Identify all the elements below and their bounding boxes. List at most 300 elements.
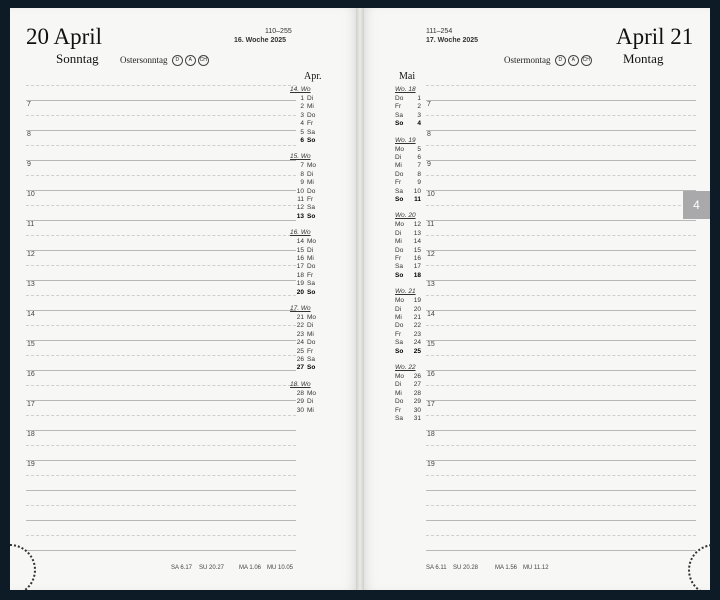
calendar-day-part: Mi — [395, 238, 402, 246]
calendar-day-part: Mo — [307, 389, 317, 397]
calendar-day-part: Do — [395, 398, 404, 406]
calendar-day[interactable] — [290, 407, 314, 414]
half-hour-line — [26, 385, 296, 386]
right-week-label: 17. Woche 2025 — [426, 37, 479, 44]
hour-line — [426, 550, 696, 551]
left-moonset: MU 10.05 — [267, 565, 294, 571]
hour-label: 13 — [427, 281, 435, 288]
hour-line — [426, 340, 696, 341]
calendar-day-part: 13 — [296, 212, 304, 220]
calendar-day-part: Di — [307, 398, 314, 406]
hour-line — [426, 280, 696, 281]
calendar-day-part: 22 — [296, 322, 304, 330]
calendar-day-part: Do — [395, 170, 404, 178]
calendar-day-part: So — [395, 120, 404, 128]
hour-line — [26, 520, 296, 521]
calendar-day-part: 19 — [296, 280, 304, 288]
hour-line — [26, 130, 296, 131]
right-holiday — [504, 55, 592, 66]
half-hour-line — [426, 355, 696, 356]
half-hour-line — [426, 115, 696, 116]
hour-line — [426, 100, 696, 101]
calendar-day[interactable] — [395, 162, 424, 169]
hour-line — [26, 100, 296, 101]
calendar-week-label: 18. Wo — [290, 380, 311, 388]
half-hour-line — [26, 265, 296, 266]
calendar-day-part: Di — [307, 246, 314, 254]
half-hour-line — [26, 505, 296, 506]
right-moonset: MU 11.12 — [523, 565, 549, 571]
calendar-day[interactable] — [395, 407, 424, 414]
hour-line — [426, 370, 696, 371]
calendar-day[interactable] — [395, 146, 424, 153]
calendar-day[interactable] — [290, 204, 315, 211]
calendar-day[interactable] — [395, 390, 424, 397]
calendar-day-part: 22 — [413, 322, 421, 330]
calendar-day-part: Fr — [395, 330, 402, 338]
calendar-day[interactable] — [395, 348, 424, 355]
calendar-day[interactable] — [290, 356, 315, 363]
right-page — [361, 8, 710, 590]
calendar-day-part: Fr — [395, 103, 402, 111]
calendar-week-label: 15. Wo — [290, 153, 311, 161]
calendar-day[interactable] — [290, 398, 313, 405]
calendar-day[interactable] — [290, 162, 316, 169]
calendar-day-part: 6 — [417, 154, 421, 161]
calendar-day-part: Mi — [307, 330, 314, 338]
left-moonrise: MA 1.06 — [239, 565, 262, 571]
calendar-day-part: So — [307, 288, 316, 296]
hour-label: 14 — [27, 311, 35, 318]
hour-line — [26, 280, 296, 281]
calendar-day[interactable] — [290, 339, 315, 346]
hour-line — [26, 400, 296, 401]
hour-label: 12 — [427, 251, 435, 258]
mai-title: Mai — [399, 71, 416, 82]
half-hour-line — [26, 205, 296, 206]
calendar-day-part: 6 — [300, 137, 304, 144]
calendar-week-label: 16. Wo — [290, 229, 311, 237]
calendar-day-part: 11 — [414, 196, 421, 203]
calendar-day-part: So — [395, 347, 404, 355]
hour-line — [426, 310, 696, 311]
calendar-day-part: 24 — [296, 339, 304, 347]
calendar-day[interactable] — [290, 255, 314, 262]
calendar-day-part: 5 — [300, 128, 304, 136]
calendar-day-part: Fr — [307, 271, 314, 279]
calendar-day-part: Mi — [307, 179, 314, 187]
calendar-day-part: Fr — [307, 196, 314, 203]
hour-label: 15 — [27, 341, 35, 348]
calendar-day-part: 28 — [296, 389, 304, 397]
calendar-day-part: 26 — [413, 373, 421, 380]
calendar-day[interactable] — [395, 263, 424, 270]
hour-label: 7 — [27, 101, 31, 108]
calendar-day-part: 27 — [413, 381, 421, 389]
right-sunset: SU 20.28 — [453, 565, 479, 571]
calendar-day[interactable] — [395, 247, 424, 254]
calendar-week-label: Wo. 21 — [395, 288, 416, 296]
hour-label: 9 — [427, 161, 431, 168]
calendar-day-part: 17 — [296, 263, 304, 271]
calendar-day-part: 3 — [417, 111, 421, 119]
calendar-day[interactable] — [290, 95, 313, 102]
calendar-day[interactable] — [395, 381, 424, 388]
calendar-day-part: Sa — [395, 187, 403, 195]
right-sunrise: SA 6.11 — [426, 565, 447, 571]
half-hour-line — [426, 235, 696, 236]
hour-line — [26, 310, 296, 311]
calendar-day-part: Do — [307, 111, 316, 119]
calendar-day[interactable] — [395, 230, 424, 237]
calendar-day-part: 21 — [296, 314, 304, 321]
calendar-day-part: Di — [307, 170, 314, 178]
calendar-day-part: Di — [395, 154, 402, 161]
calendar-day-part: 18 — [413, 271, 421, 279]
right-holiday-name: Ostermontag — [504, 55, 551, 65]
calendar-day-part: Do — [307, 339, 316, 347]
left-daycount: 110–255 — [265, 28, 292, 35]
calendar-day[interactable] — [395, 339, 424, 346]
left-date: 20 April — [26, 24, 103, 49]
calendar-day[interactable] — [290, 120, 313, 127]
calendar-day-part: Sa — [307, 356, 315, 363]
calendar-day-part: 16 — [413, 255, 421, 262]
calendar-day[interactable] — [395, 272, 424, 279]
right-moonrise: MA 1.56 — [495, 565, 518, 571]
hour-line — [26, 250, 296, 251]
half-hour-line — [26, 415, 296, 416]
hour-line — [426, 130, 696, 131]
calendar-day-part: 13 — [413, 229, 421, 237]
calendar-day-part: 30 — [296, 406, 304, 414]
calendar-day-part: 5 — [417, 145, 421, 153]
half-hour-line — [26, 115, 296, 116]
calendar-day-part: Mo — [307, 162, 317, 170]
calendar-day[interactable] — [290, 289, 315, 296]
calendar-day-part: 16 — [296, 255, 304, 262]
hour-line — [26, 430, 296, 431]
calendar-day[interactable] — [290, 103, 314, 110]
calendar-day-part: 19 — [413, 297, 421, 305]
hour-label: 17 — [27, 401, 35, 408]
holiday-mark-ch: CH — [581, 55, 592, 66]
calendar-day[interactable] — [395, 415, 424, 422]
half-hour-line — [26, 445, 296, 446]
calendar-day-part: 20 — [296, 288, 304, 296]
calendar-day[interactable] — [290, 314, 316, 321]
hour-label: 19 — [27, 461, 35, 468]
half-hour-line — [26, 295, 296, 296]
hour-label: 10 — [427, 191, 435, 198]
calendar-day[interactable] — [395, 306, 424, 313]
half-hour-line — [426, 205, 696, 206]
calendar-week-label: Wo. 22 — [395, 364, 416, 371]
calendar-day[interactable] — [395, 221, 424, 228]
right-daycount: 111–254 — [426, 28, 453, 35]
calendar-day-part: 10 — [296, 187, 304, 195]
calendar-day-part: Sa — [307, 280, 315, 288]
calendar-day-part: Do — [395, 322, 404, 330]
hour-line — [26, 460, 296, 461]
calendar-week-label: 14. Wo — [290, 86, 311, 93]
calendar-day[interactable] — [395, 103, 424, 110]
calendar-day-part: 29 — [413, 398, 421, 406]
calendar-day-part: 11 — [297, 196, 304, 203]
calendar-day-part: Sa — [395, 339, 403, 347]
calendar-day[interactable] — [395, 255, 424, 262]
hour-line — [26, 550, 296, 551]
left-sunrise: SA 6.17 — [171, 565, 193, 571]
hour-label: 14 — [427, 311, 435, 318]
calendar-day-part: 7 — [417, 162, 421, 170]
calendar-day-part: 25 — [413, 347, 421, 355]
holiday-mark-a: A — [185, 55, 196, 66]
calendar-day[interactable] — [290, 112, 315, 119]
calendar-day-part: 8 — [300, 170, 304, 178]
calendar-day[interactable] — [290, 238, 316, 245]
calendar-day-part: Fr — [307, 120, 314, 128]
calendar-day-part: 26 — [296, 356, 304, 363]
calendar-day-part: Sa — [307, 204, 315, 212]
calendar-day[interactable] — [290, 213, 315, 220]
holiday-mark-a: A — [568, 55, 579, 66]
calendar-day[interactable] — [395, 154, 424, 161]
half-hour-line — [426, 415, 696, 416]
holiday-mark-d: D — [172, 55, 183, 66]
calendar-day-part: Do — [307, 263, 316, 271]
calendar-day-part: Mi — [395, 162, 402, 170]
hour-label: 16 — [27, 371, 35, 378]
calendar-day[interactable] — [290, 188, 315, 195]
hour-line — [426, 400, 696, 401]
hour-line — [426, 250, 696, 251]
hour-label: 9 — [27, 161, 31, 168]
calendar-week-label: 17. Wo — [290, 305, 311, 312]
half-hour-line — [26, 175, 296, 176]
hour-label: 7 — [427, 101, 431, 108]
hour-line — [26, 340, 296, 341]
calendar-day-part: 17 — [413, 263, 421, 271]
hour-label: 19 — [427, 461, 435, 468]
hour-line — [26, 490, 296, 491]
half-hour-line — [426, 445, 696, 446]
calendar-day[interactable] — [290, 196, 313, 203]
hour-label: 15 — [427, 341, 435, 348]
calendar-day-part: Di — [395, 381, 402, 389]
left-page — [10, 8, 359, 590]
hour-label: 17 — [427, 401, 435, 408]
half-hour-line — [26, 535, 296, 536]
hour-label: 11 — [27, 221, 35, 228]
calendar-day-part: Di — [395, 305, 402, 313]
calendar-day-part: Mi — [307, 255, 314, 262]
book-spine — [356, 8, 364, 590]
calendar-day-part: 7 — [300, 162, 304, 170]
hour-line — [26, 160, 296, 161]
calendar-day[interactable] — [395, 297, 424, 304]
calendar-day-part: 15 — [413, 246, 421, 254]
left-sunset: SU 20.27 — [199, 565, 225, 571]
hour-line — [26, 370, 296, 371]
calendar-day-part: 23 — [296, 330, 304, 338]
calendar-day-part: 20 — [413, 305, 421, 313]
calendar-day-part: Mi — [395, 389, 402, 397]
hour-label: 18 — [27, 431, 35, 438]
calendar-day-part: Mo — [307, 314, 317, 321]
left-holiday-name: Ostersonntag — [120, 55, 168, 65]
hour-label: 11 — [427, 221, 435, 228]
calendar-day-part: Sa — [395, 415, 403, 422]
calendar-day[interactable] — [290, 331, 314, 338]
calendar-day-part: Mi — [307, 103, 314, 111]
calendar-day-part: 27 — [296, 364, 304, 372]
calendar-day-part: Fr — [395, 255, 402, 262]
half-hour-line — [426, 535, 696, 536]
calendar-day-part: 25 — [296, 347, 304, 355]
calendar-day-part: Fr — [307, 347, 314, 355]
half-hour-line — [426, 85, 696, 86]
calendar-day-part: 15 — [296, 246, 304, 254]
calendar-day-part: 1 — [300, 95, 304, 102]
hour-line — [26, 220, 296, 221]
hour-label: 16 — [427, 371, 435, 378]
calendar-day-part: 9 — [417, 179, 421, 187]
month-tab-marker[interactable]: 4 — [683, 191, 710, 219]
half-hour-line — [26, 85, 296, 86]
hour-label: 8 — [27, 131, 31, 138]
calendar-day[interactable] — [395, 188, 424, 195]
calendar-day[interactable] — [290, 364, 315, 371]
calendar-day-part: Fr — [395, 179, 402, 187]
calendar-day-part: 8 — [417, 170, 421, 178]
calendar-day[interactable] — [395, 398, 424, 405]
hour-label: 18 — [427, 431, 435, 438]
calendar-day[interactable] — [395, 373, 424, 380]
calendar-day-part: 18 — [296, 271, 304, 279]
hour-line — [426, 460, 696, 461]
calendar-day[interactable] — [395, 322, 424, 329]
calendar-day-part: 14 — [296, 238, 304, 246]
calendar-day-part: Di — [307, 95, 314, 102]
calendar-day[interactable] — [290, 390, 316, 397]
calendar-day-part: 23 — [413, 330, 421, 338]
calendar-day-part: So — [395, 271, 404, 279]
hour-line — [426, 430, 696, 431]
hour-line — [426, 160, 696, 161]
calendar-day[interactable] — [395, 179, 424, 186]
calendar-day[interactable] — [290, 179, 314, 186]
hour-label: 10 — [27, 191, 35, 198]
calendar-day-part: Di — [307, 322, 314, 330]
april-title: Apr. — [304, 71, 322, 82]
calendar-day[interactable] — [290, 348, 313, 355]
hour-line — [426, 220, 696, 221]
calendar-day-part: Do — [395, 246, 404, 254]
calendar-day[interactable] — [290, 171, 313, 178]
calendar-day-part: So — [307, 212, 316, 220]
calendar-day[interactable] — [395, 314, 424, 321]
calendar-day-part: 4 — [300, 120, 304, 128]
half-hour-line — [426, 505, 696, 506]
calendar-day[interactable] — [395, 95, 424, 102]
calendar-day-part: 12 — [413, 221, 421, 229]
calendar-day-part: Mo — [395, 145, 405, 153]
calendar-day-part: Do — [307, 187, 316, 195]
calendar-week-label: Wo. 19 — [395, 136, 416, 144]
half-hour-line — [26, 145, 296, 146]
calendar-day[interactable] — [290, 263, 315, 270]
calendar-day-part: Mi — [395, 314, 402, 321]
right-dayname: Montag — [623, 51, 664, 66]
calendar-day[interactable] — [395, 238, 424, 245]
calendar-day-part: Mo — [307, 238, 317, 246]
calendar-day[interactable] — [290, 272, 313, 279]
hour-line — [26, 190, 296, 191]
calendar-day[interactable] — [290, 322, 313, 329]
calendar-day-part: 21 — [413, 314, 421, 321]
hour-label: 13 — [27, 281, 35, 288]
calendar-day-part: Do — [395, 95, 404, 102]
calendar-week-label: Wo. 20 — [395, 212, 416, 220]
calendar-day-part: 14 — [413, 238, 421, 246]
calendar-day-part: Sa — [395, 111, 403, 119]
calendar-day-part: Sa — [395, 263, 403, 271]
calendar-day-part: 9 — [300, 179, 304, 187]
calendar-day-part: 2 — [417, 103, 421, 111]
calendar-day-part: So — [307, 364, 316, 372]
calendar-day[interactable] — [290, 137, 315, 144]
calendar-week-label: Wo. 18 — [395, 86, 416, 93]
hour-label: 8 — [427, 131, 431, 138]
holiday-mark-ch: CH — [198, 55, 209, 66]
calendar-day-part: 29 — [296, 398, 304, 406]
half-hour-line — [26, 325, 296, 326]
calendar-day-part: 3 — [300, 111, 304, 119]
calendar-day[interactable] — [290, 247, 313, 254]
calendar-day-part: So — [395, 196, 404, 203]
calendar-day-part: 24 — [413, 339, 421, 347]
hour-line — [426, 190, 696, 191]
calendar-day[interactable] — [290, 280, 315, 287]
calendar-day-part: Mo — [395, 373, 405, 380]
calendar-day-part: Sa — [307, 128, 315, 136]
right-date: April 21 — [616, 24, 694, 49]
half-hour-line — [426, 265, 696, 266]
half-hour-line — [26, 235, 296, 236]
calendar-day-part: 31 — [413, 415, 421, 422]
calendar-day[interactable] — [395, 196, 424, 203]
hour-line — [426, 490, 696, 491]
calendar-day[interactable] — [395, 331, 424, 338]
calendar-day[interactable] — [290, 129, 315, 136]
calendar-day[interactable] — [395, 112, 424, 119]
calendar-day-part: Mo — [395, 221, 405, 229]
left-week-label: 16. Woche 2025 — [234, 37, 287, 44]
calendar-day-part: 30 — [413, 406, 421, 414]
calendar-day[interactable] — [395, 171, 424, 178]
calendar-day-part: Fr — [395, 406, 402, 414]
half-hour-line — [426, 145, 696, 146]
half-hour-line — [426, 325, 696, 326]
hour-label: 12 — [27, 251, 35, 258]
half-hour-line — [426, 175, 696, 176]
calendar-day-part: 12 — [296, 204, 304, 212]
calendar-day-part: Mo — [395, 297, 405, 305]
calendar-day[interactable] — [395, 120, 424, 127]
calendar-day-part: 2 — [300, 103, 304, 111]
calendar-day-part: 1 — [417, 95, 421, 102]
